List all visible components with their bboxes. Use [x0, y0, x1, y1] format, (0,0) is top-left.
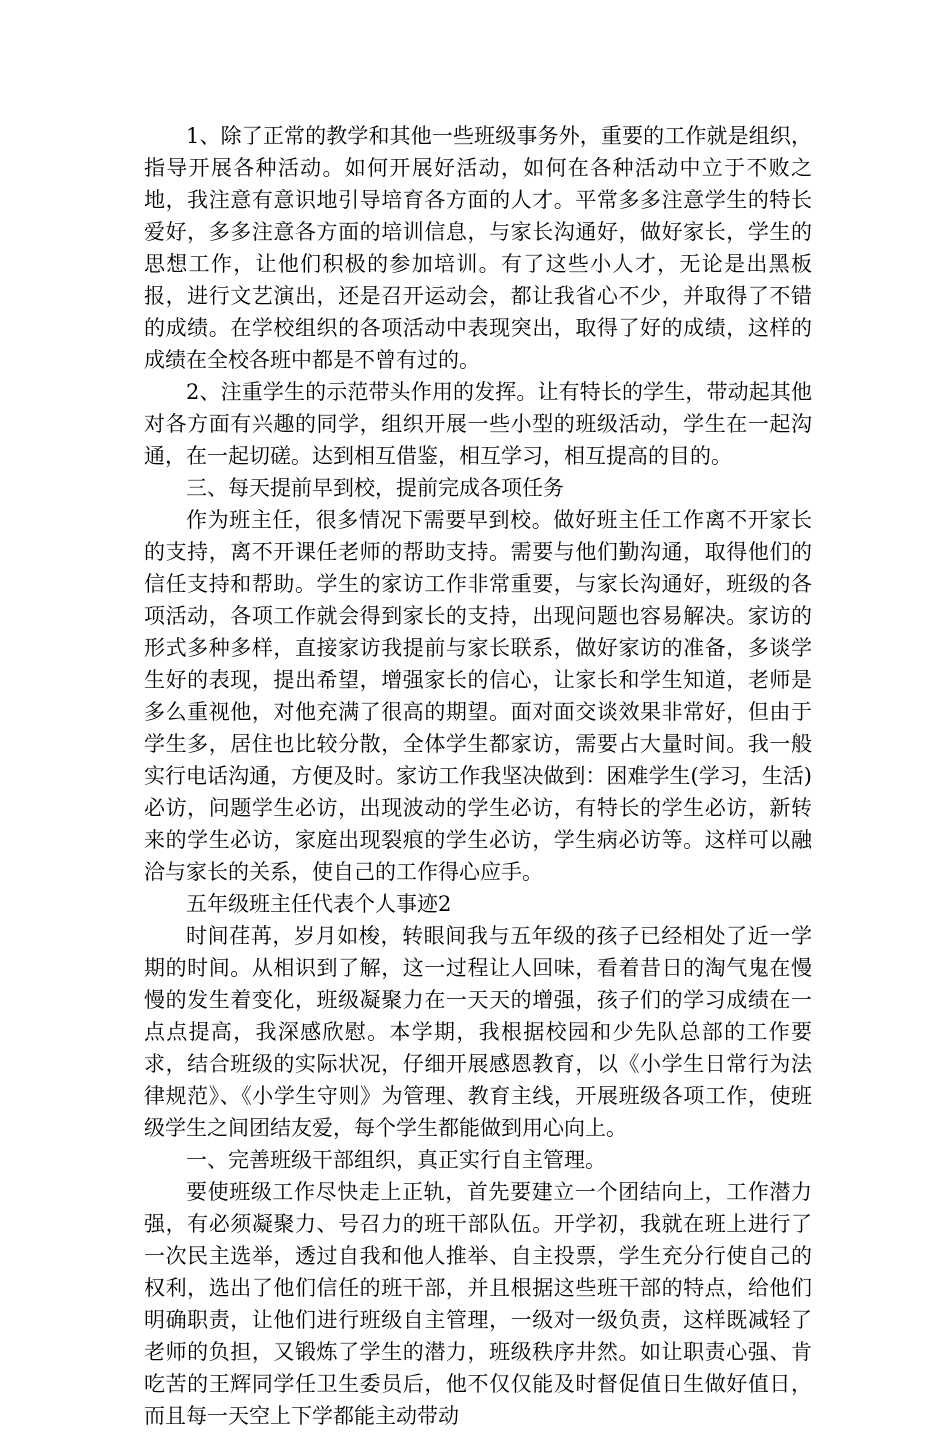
paragraph-activities: 1、除了正常的教学和其他一些班级事务外，重要的工作就是组织，指导开展各种活动。如何开展好活动，如何在各种活动中立于不败之地，我注意有意识地引导培育各方面的人才。平常多多注意学生的特长爱好，多多注意各方面的培训信息，与家长沟通好，做好家长，学生的思想工作，让他们积极的参加培训。有了这些小人才，无论是出黑板报，进行文艺演出，还是召开运动会，都让我省心不少，并取得了不错的成绩。在学校组织的各项活动中表现突出，取得了好的成绩，这样的成绩在全校各班中都是不曾有过的。 [144, 124, 812, 372]
paragraph-semester-intro: 时间荏苒，岁月如梭，转眼间我与五年级的孩子已经相处了近一学期的时间。从相识到了解，这一过程让人回味，看着昔日的淘气鬼在慢慢的发生着变化，班级凝聚力在一天天的增强，孩子们的学习成绩在一点点提高，我深感欣慰。本学期，我根据校园和少先队总部的工作要求，结合班级的实际状况，仔细开展感恩教育，以《小学生日常行为法律规范》、《小学生守则》为管理、教育主线，开展班级各项工作，使班级学生之间团结友爱，每个学生都能做到用心向上。 [144, 924, 812, 1140]
section-heading-early-arrival: 三、每天提前早到校，提前完成各项任务 [186, 476, 564, 500]
section-title-deeds-2: 五年级班主任代表个人事迹2 [186, 892, 452, 916]
section-heading-class-cadres: 一、完善班级干部组织，真正实行自主管理。 [186, 1148, 606, 1172]
paragraph-home-visits: 作为班主任，很多情况下需要早到校。做好班主任工作离不开家长的支持，离不开课任老师的帮助支持。需要与他们勤沟通，取得他们的信任支持和帮助。学生的家访工作非常重要，与家长沟通好，班级的各项活动，各项工作就会得到家长的支持，出现问题也容易解决。家访的形式多种多样，直接家访我提前与家长联系，做好家访的准备，多谈学生好的表现，提出希望，增强家长的信心，让家长和学生知道，老师是多么重视他，对他充满了很高的期望。面对面交谈效果非常好，但由于学生多，居住也比较分散，全体学生都家访，需要占大量时间。我一般实行电话沟通，方便及时。家访工作我坚决做到：困难学生(学习，生活)必访，问题学生必访，出现波动的学生必访，有特长的学生必访，新转来的学生必访，家庭出现裂痕的学生必访，学生病必访等。这样可以融洽与家长的关系，使自己的工作得心应手。 [144, 508, 812, 884]
document-body [144, 120, 812, 1432]
paragraph-role-models: 2、注重学生的示范带头作用的发挥。让有特长的学生，带动起其他对各方面有兴趣的同学，组织开展一些小型的班级活动，学生在一起沟通，在一起切磋。达到相互借鉴，相互学习，相互提高的目的。 [144, 380, 812, 468]
paragraph-class-cadres: 要使班级工作尽快走上正轨，首先要建立一个团结向上，工作潜力强，有必须凝聚力、号召力的班干部队伍。开学初，我就在班上进行了一次民主选举，透过自我和他人推举、自主投票，学生充分行使自己的权利，选出了他们信任的班干部，并且根据这些班干部的特点，给他们明确职责，让他们进行班级自主管理，一级对一级负责，这样既减轻了老师的负担，又锻炼了学生的潜力，班级秩序井然。如让职责心强、肯吃苦的王辉同学任卫生委员后，他不仅仅能及时督促值日生做好值日，而且每一天空上下学都能主动带动 [144, 1180, 812, 1428]
